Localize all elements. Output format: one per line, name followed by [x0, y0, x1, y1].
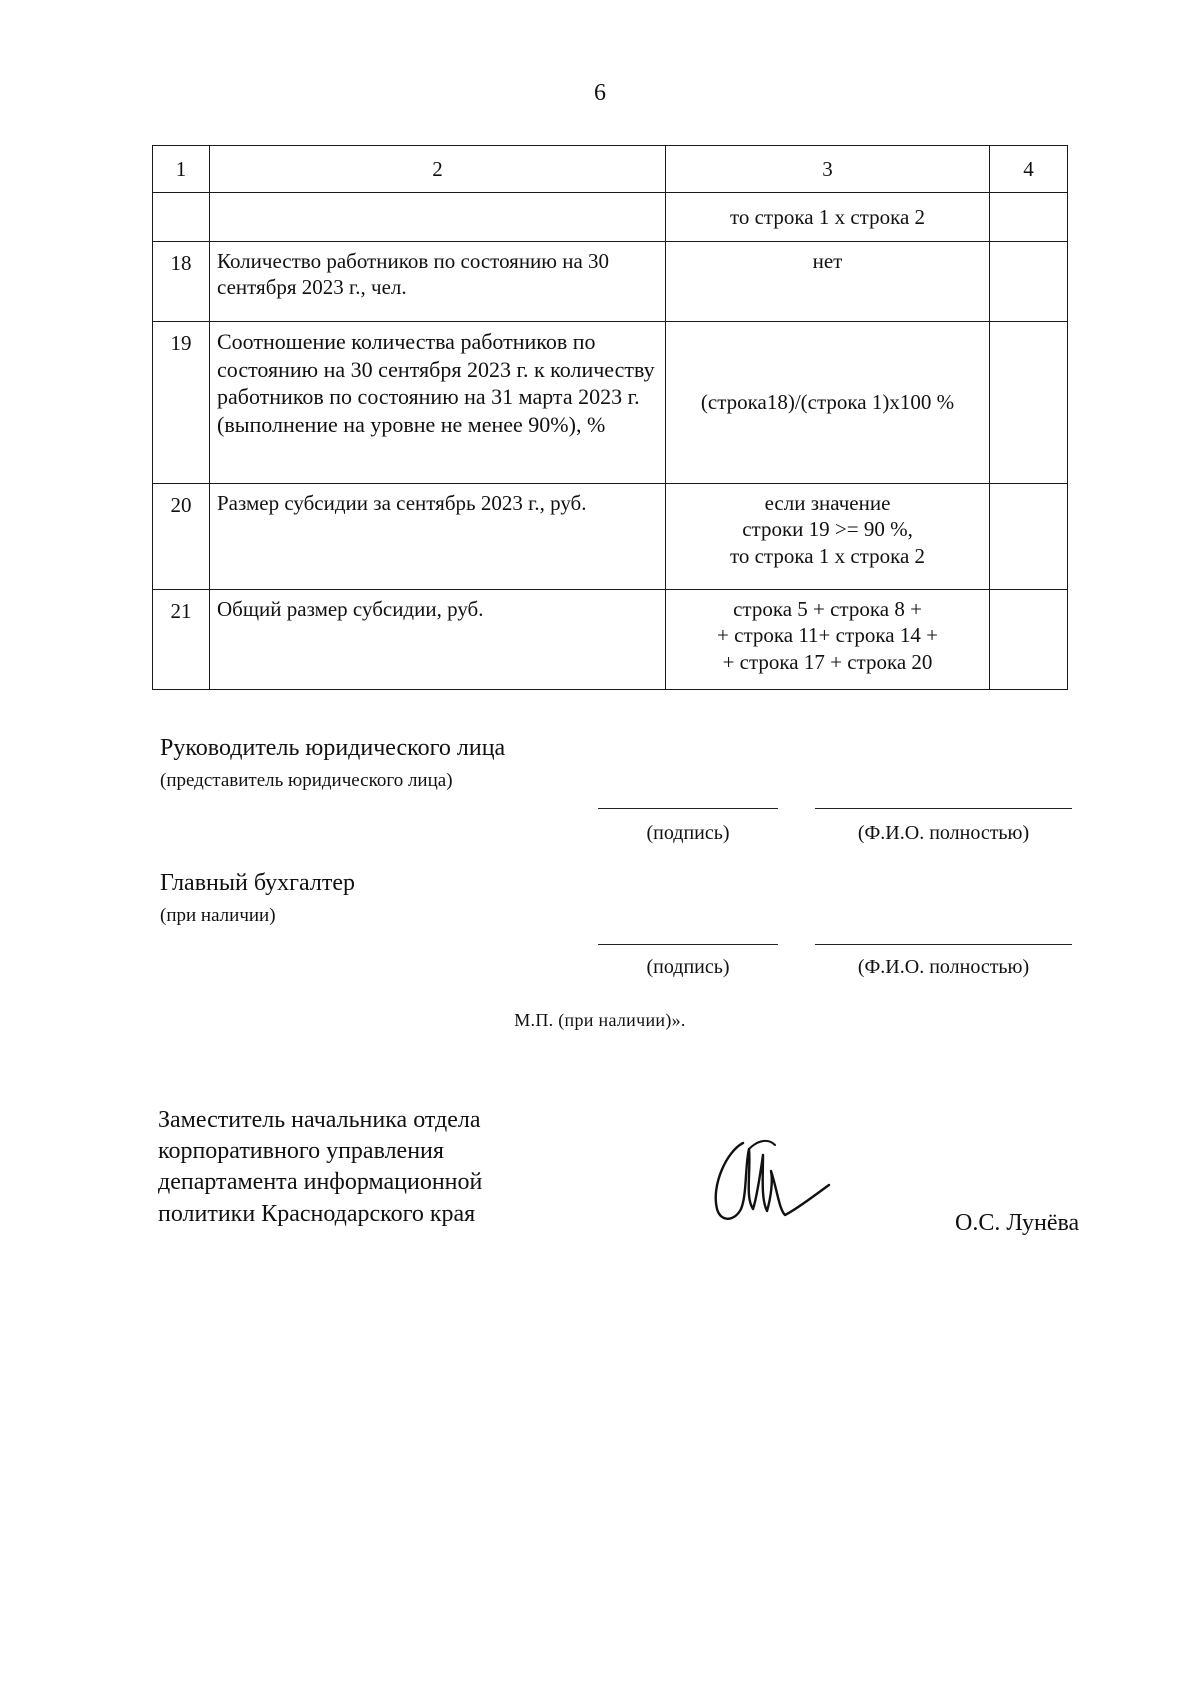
table-row: [153, 484, 1068, 590]
row-number: 20: [153, 484, 210, 590]
handwritten-signature-icon: [705, 1125, 835, 1235]
row-description: Соотношение количества работников по состоянию на 30 сентября 2023 г. к количеству работников по состоянию на 31 марта 2023 г. (выполнение на уровне не менее 90%), %: [210, 322, 666, 484]
row-description: Количество работников по состоянию на 30 сентября 2023 г., чел.: [210, 242, 666, 322]
accountant-signature-caption: (подпись): [646, 956, 730, 978]
head-name-line: [815, 808, 1072, 809]
accountant-title: Главный бухгалтер: [160, 870, 355, 896]
row-description: Общий размер субсидии, руб.: [210, 590, 666, 690]
row-number: 18: [153, 242, 210, 322]
head-signature-caption: (подпись): [646, 822, 730, 844]
signatory-position: [158, 1105, 482, 1230]
row-description: Размер субсидии за сентябрь 2023 г., руб.: [210, 484, 666, 590]
table-row: [153, 590, 1068, 690]
row-formula: (строка18)/(строка 1)х100 %: [666, 322, 990, 484]
head-note: (представитель юридического лица): [160, 770, 453, 791]
accountant-signature-line: [598, 944, 778, 945]
row-value: [990, 484, 1068, 590]
row-description: [210, 193, 666, 242]
row-number: 19: [153, 322, 210, 484]
row-value: [990, 242, 1068, 322]
row-number: [153, 193, 210, 242]
position-line: Заместитель начальника отдела: [158, 1107, 481, 1133]
head-name-caption: (Ф.И.О. полностью): [857, 822, 1030, 844]
table-row: [153, 242, 1068, 322]
head-signature-line: [598, 808, 778, 809]
row-formula: нет: [666, 242, 990, 322]
page-number: 6: [594, 80, 606, 106]
row-value: [990, 322, 1068, 484]
head-title: Руководитель юридического лица: [160, 735, 506, 761]
row-number: 21: [153, 590, 210, 690]
accountant-note: (при наличии): [160, 905, 276, 926]
row-value: [990, 590, 1068, 690]
signatory-name: О.С. Лунёва: [955, 1210, 1080, 1236]
position-line: департамента информационной: [158, 1169, 483, 1196]
table-header-row: [153, 146, 1068, 193]
header-cell: 4: [990, 146, 1068, 193]
accountant-name-line: [815, 944, 1072, 945]
header-cell: 2: [210, 146, 666, 193]
position-line: корпоративного управления: [158, 1138, 444, 1165]
row-formula: то строка 1 х строка 2: [666, 193, 990, 242]
table-row: [153, 322, 1068, 484]
position-line: политики Краснодарского края: [158, 1200, 476, 1227]
row-value: [990, 193, 1068, 242]
header-cell: 1: [153, 146, 210, 193]
table-row: [153, 193, 1068, 242]
accountant-name-caption: (Ф.И.О. полностью): [857, 956, 1030, 978]
stamp-note: М.П. (при наличии)».: [514, 1010, 686, 1030]
header-cell: 3: [666, 146, 990, 193]
row-formula: строка 5 + строка 8 + + строка 11+ строка 14 + + строка 17 + строка 20: [666, 590, 990, 690]
row-formula: если значение строки 19 >= 90 %, то строка 1 х строка 2: [666, 484, 990, 590]
subsidy-calculation-table: [152, 145, 1068, 690]
